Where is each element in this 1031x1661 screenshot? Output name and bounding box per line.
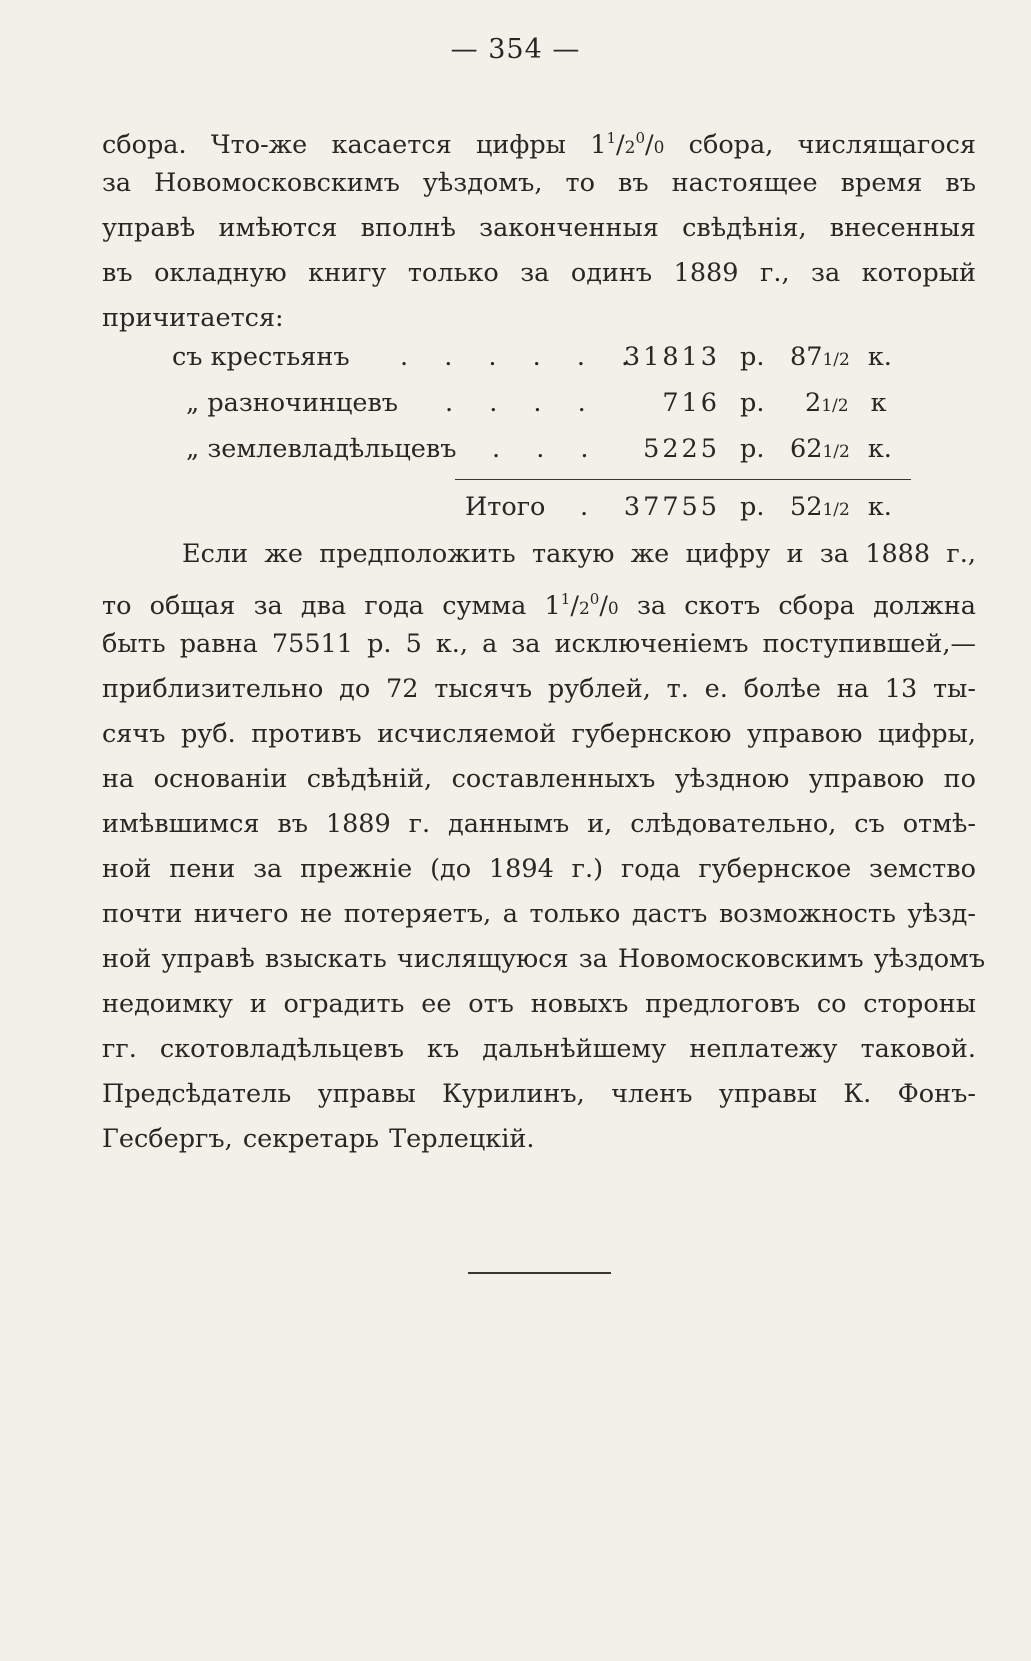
closing-rule	[468, 1272, 611, 1274]
text-fragment: то общая за два года сумма 1	[102, 591, 561, 621]
row-dots: . . . . . .	[400, 342, 644, 372]
row-rub: р.	[740, 342, 765, 372]
row-kop	[805, 388, 887, 418]
text-line: Предсѣдатель управы Курилинъ, членъ управы К. Фонъ-	[102, 1079, 976, 1109]
kop-unit: к.	[867, 342, 892, 372]
row-label: съ крестьянъ	[172, 342, 350, 372]
percent-zero-bottom: 0	[607, 599, 619, 619]
page-number: — 354 —	[450, 34, 581, 65]
total-kop	[790, 492, 892, 522]
fraction-slash: /	[570, 591, 579, 621]
kop-unit: к.	[867, 434, 892, 464]
text-line: ной управѣ взыскать числящуюся за Новомосковскимъ уѣздомъ	[102, 944, 986, 974]
text-line: Гесбергъ, секретарь Терлецкій.	[102, 1124, 535, 1154]
row-label: „ землевладѣльцевъ	[186, 434, 457, 464]
kop-fraction: 1/2	[821, 396, 849, 416]
total-rub: р.	[740, 492, 765, 522]
kop-unit: к	[870, 388, 887, 418]
kop-unit: к.	[867, 492, 892, 522]
text-line: гг. скотовладѣльцевъ къ дальнѣйшему неплатежу таковой.	[102, 1034, 976, 1064]
row-kop	[790, 342, 892, 372]
percent-zero-top: 0	[635, 129, 645, 147]
percent-slash: /	[644, 130, 654, 160]
text-line: въ окладную книгу только за одинъ 1889 г., за который	[102, 258, 976, 288]
fraction-denominator: 2	[578, 599, 590, 619]
text-line: ной пени за прежніе (до 1894 г.) года губернское земство	[102, 854, 976, 884]
text-line: Если же предположить такую же цифру и за 1888 г.,	[182, 539, 976, 569]
text-line	[102, 577, 976, 622]
kop-whole: 52	[790, 492, 823, 522]
percent-zero-bottom: 0	[653, 138, 665, 158]
text-fragment: сбора. Что-же касается цифры 1	[102, 130, 607, 160]
text-line: приблизительно до 72 тысячъ рублей, т. е. болѣе на 13 ты-	[102, 674, 976, 704]
percent-zero-top: 0	[589, 590, 600, 608]
text-line: быть равна 75511 р. 5 к., а за исключеніемъ поступившей,—	[102, 629, 976, 659]
text-line	[102, 116, 976, 161]
text-line: на основаніи свѣдѣній, составленныхъ уѣздною управою по	[102, 764, 976, 794]
row-dots: . . . .	[445, 388, 600, 418]
text-fragment: за скотъ сбора должна	[618, 591, 977, 621]
percent-slash: /	[599, 591, 608, 621]
kop-whole: 62	[790, 434, 823, 464]
total-dots: .	[580, 492, 603, 522]
row-amount: 716	[662, 388, 720, 418]
kop-fraction: 1/2	[822, 442, 850, 462]
text-line: за Новомосковскимъ уѣздомъ, то въ настоящее время въ	[102, 168, 976, 198]
row-amount: 5225	[643, 434, 720, 464]
total-amount: 37755	[623, 492, 720, 522]
fraction-numerator: 1	[560, 590, 571, 608]
paragraph-main	[102, 532, 986, 1162]
fraction-slash: /	[616, 130, 625, 160]
row-amount: 31813	[623, 342, 720, 372]
row-kop	[790, 434, 892, 464]
text-line: управѣ имѣются вполнѣ законченныя свѣдѣнія, внесенныя	[102, 213, 976, 243]
row-label: „ разночинцевъ	[186, 388, 399, 418]
kop-fraction: 1/2	[822, 350, 850, 370]
text-fragment: сбора, числящагося	[664, 130, 976, 160]
kop-whole: 87	[790, 342, 823, 372]
kop-whole: 2	[805, 388, 822, 418]
sum-rule	[455, 479, 911, 480]
fraction-denominator: 2	[624, 138, 636, 158]
text-line: причитается:	[102, 303, 284, 333]
row-dots: . . .	[492, 434, 603, 464]
paragraph-intro	[102, 116, 976, 341]
text-line: сячъ руб. противъ исчисляемой губернскою управою цифры,	[102, 719, 976, 749]
kop-fraction: 1/2	[822, 500, 850, 520]
text-line: недоимку и оградить ее отъ новыхъ предлоговъ со стороны	[102, 989, 976, 1019]
text-line: имѣвшимся въ 1889 г. даннымъ и, слѣдовательно, съ отмѣ-	[102, 809, 976, 839]
row-rub: р.	[740, 434, 765, 464]
fraction-numerator: 1	[606, 129, 617, 147]
row-rub: р.	[740, 388, 765, 418]
text-line: почти ничего не потеряетъ, а только дастъ возможность уѣзд-	[102, 899, 976, 929]
total-label: Итого	[465, 492, 546, 522]
